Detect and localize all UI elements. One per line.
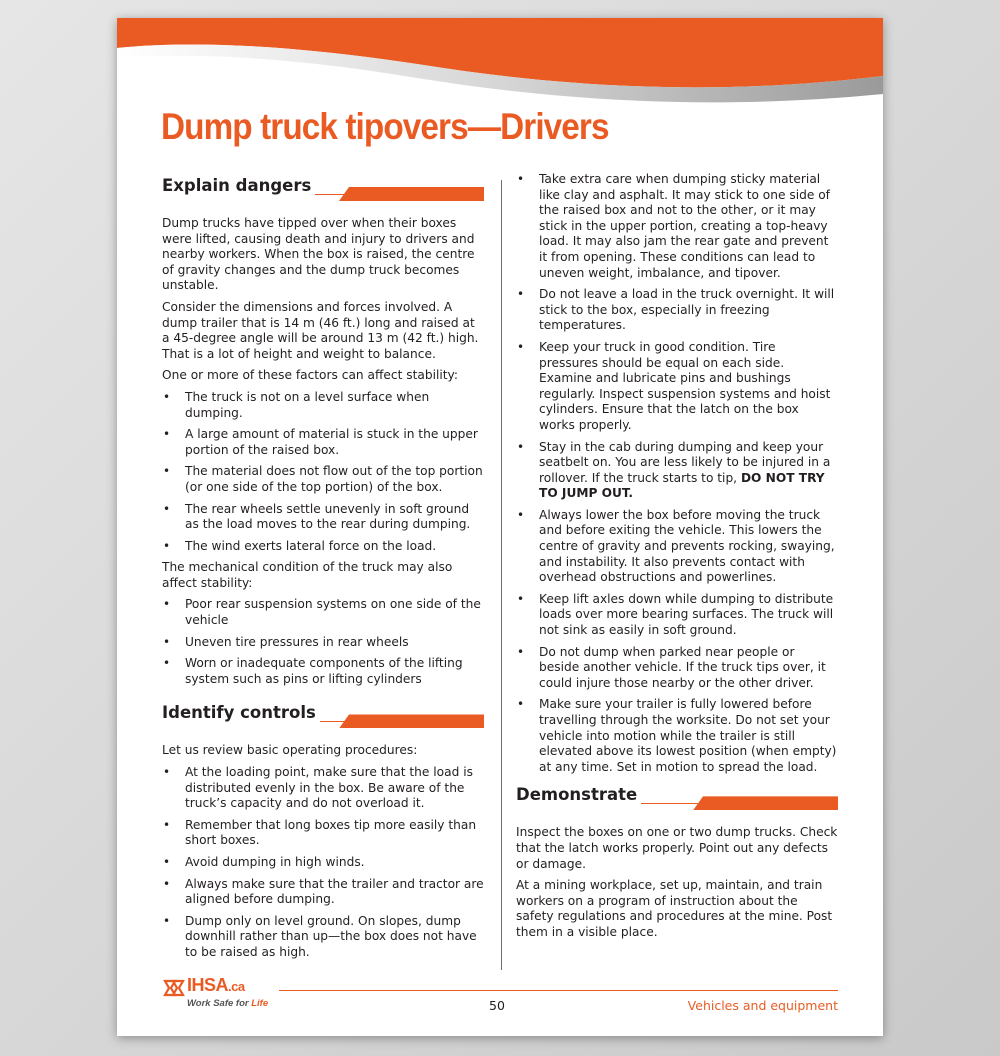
controls-list-continued	[516, 172, 838, 775]
controls-list	[162, 765, 484, 961]
section-heading-identify	[162, 703, 484, 729]
mechanical-list	[162, 597, 484, 687]
footer-rule	[279, 990, 838, 991]
list-item: • At the loading point, make sure that the load is distributed evenly in the box. Be aware of the truck’s capacity and do not overload it.	[162, 765, 484, 812]
paragraph: At a mining workplace, set up, maintain, and train workers on a program of instruction about the safety regulations and procedures at the mine. Post them in a visible place.	[516, 878, 833, 939]
page-title: Dump truck tipovers—Drivers	[161, 106, 609, 147]
paragraph: Dump trucks have tipped over when their boxes were lifted, causing death and injury to drivers and nearby workers. When the box is raised, the centre of gravity changes and the dump truck becomes unstable.	[162, 216, 475, 293]
list-item: • The truck is not on a level surface when dumping.	[162, 390, 484, 421]
right-column	[516, 172, 838, 947]
paragraph: One or more of these factors can affect stability:	[162, 368, 458, 383]
list-item: • Keep lift axles down while dumping to distribute loads over more bearing surfaces. The truck will not sink as easily in soft ground.	[516, 592, 838, 639]
cab-text: Stay in the cab during dumping and keep your seatbelt on. You are less likely to be injured in a rollover. If the truck starts to tip,	[539, 439, 831, 485]
list-item: • Take extra care when dumping sticky material like clay and asphalt. It may stick to one side of the raised box and not to the other, or it may stick in the upper portion, creating a top-heavy load. It may also jam the rear gate and prevent it from opening. These conditions can lead to uneven weight, imbalance, and tipover.	[516, 172, 838, 281]
heading-text: Identify controls	[162, 703, 320, 723]
list-item: • Do not dump when parked near people or beside another vehicle. If the truck tips over, it could injure those nearby or the other driver.	[516, 645, 838, 692]
section-heading-demonstrate	[516, 785, 838, 811]
paragraph: The mechanical condition of the truck may also affect stability:	[162, 560, 453, 590]
list-item: • Poor rear suspension systems on one side of the vehicle	[162, 597, 484, 628]
heading-accent-block	[339, 714, 484, 728]
logo-wordmark: IHSA.ca	[187, 975, 245, 995]
column-divider	[501, 180, 502, 970]
list-item: • The wind exerts lateral force on the load.	[162, 539, 484, 555]
list-item: • Worn or inadequate components of the lifting system such as pins or lifting cylinders	[162, 656, 484, 687]
list-item: • Keep your truck in good condition. Tire pressures should be equal on each side. Examine and lubricate pins and bushings regularly. Inspect suspension systems and hoist cylinders. Ensure that the latch on the box works properly.	[516, 340, 838, 434]
document-page	[117, 18, 883, 1036]
list-item: • Do not leave a load in the truck overnight. It will stick to the box, especially in freezing temperatures.	[516, 287, 838, 334]
section-heading-explain	[162, 176, 484, 202]
list-item: • Avoid dumping in high winds.	[162, 855, 484, 871]
left-column	[162, 176, 484, 967]
factor-list	[162, 390, 484, 554]
list-item: • Always lower the box before moving the truck and before exiting the vehicle. This lowers the centre of gravity and prevents rocking, swaying, and instability. It also prevents contact with overhead obstructions and powerlines.	[516, 508, 838, 586]
heading-text: Demonstrate	[516, 785, 641, 805]
list-item-cab	[516, 440, 838, 502]
ihsa-logo[interactable]	[161, 975, 281, 1015]
list-item: • Always make sure that the trailer and tractor are aligned before dumping.	[162, 877, 484, 908]
heading-text: Explain dangers	[162, 176, 315, 196]
ihsa-logo-icon	[161, 977, 185, 999]
footer-section-name: Vehicles and equipment	[687, 998, 838, 1013]
heading-accent-block	[693, 796, 838, 810]
paragraph: Consider the dimensions and forces involved. A dump trailer that is 14 m (46 ft.) long and raised at a 45-degree angle will be around 13 m (42 ft.) high. That is a lot of height and weight to balance.	[162, 299, 479, 361]
list-item: • A large amount of material is stuck in the upper portion of the raised box.	[162, 427, 484, 458]
heading-accent-block	[339, 187, 484, 201]
page-number: 50	[489, 998, 505, 1013]
paragraph: Inspect the boxes on one or two dump trucks. Check that the latch works properly. Point out any defects or damage.	[516, 825, 838, 871]
logo-tagline: Work Safe for Life	[187, 998, 269, 1009]
list-item: • Remember that long boxes tip more easily than short boxes.	[162, 818, 484, 849]
cab-warning: DO NOT TRY TO JUMP OUT.	[539, 470, 825, 501]
list-item: • The rear wheels settle unevenly in soft ground as the load moves to the rear during dumping.	[162, 502, 484, 533]
paragraph: Let us review basic operating procedures:	[162, 743, 418, 758]
list-item: • The material does not flow out of the top portion (or one side of the top portion) of the box.	[162, 464, 484, 495]
list-item: • Uneven tire pressures in rear wheels	[162, 635, 484, 651]
list-item: • Make sure your trailer is fully lowered before travelling through the worksite. Do not set your vehicle into motion while the trailer is still elevated above its lowest position (when empty) at any time. Set in motion to spread the load.	[516, 697, 838, 775]
list-item: • Dump only on level ground. On slopes, dump downhill rather than up—the box does not have to be raised as high.	[162, 914, 484, 961]
